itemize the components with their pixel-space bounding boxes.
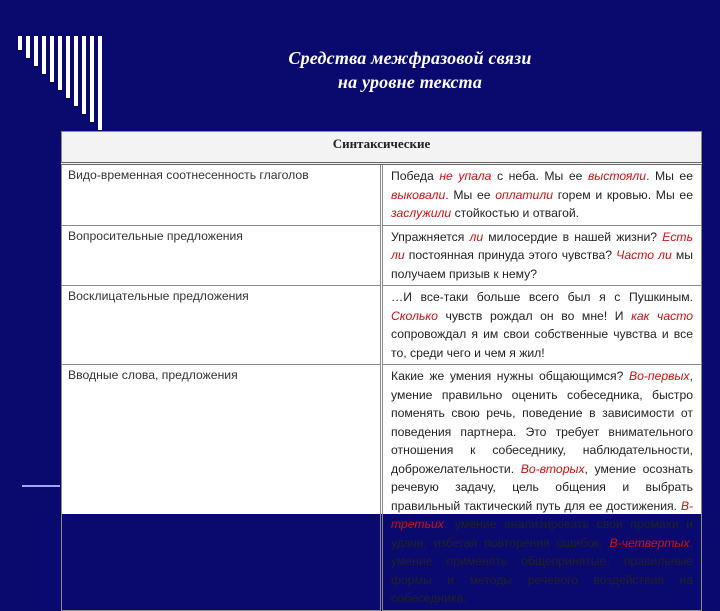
text-segment: Какие же умения нужны общающимся? [391,369,629,383]
bar [58,36,62,90]
highlighted-phrase: В-четвертых [609,535,690,550]
highlighted-phrase: заслужили [391,206,452,220]
text-segment: , умение применять общепринятые, правильные формы и методы речевого воздействия на собеседника. [391,535,693,605]
highlighted-phrase: ли [469,229,484,244]
row-content [382,164,702,226]
highlighted-phrase: Во-первых [628,369,690,383]
slide-title [200,46,620,94]
text-segment: . Мы ее [646,169,693,183]
highlighted-phrase: как часто [631,308,693,323]
title-line-1: Средства межфразовой связи [288,48,532,68]
table-row [62,225,702,286]
bar [74,36,78,106]
highlighted-phrase: Есть ли [391,229,693,262]
highlighted-phrase: Во-вторых [520,461,585,476]
row-label: Восклицательные предложения [62,286,382,365]
bar [66,36,70,98]
text-segment: чувств рождал он во мне! И [437,308,632,323]
highlighted-phrase: выковали [391,187,446,202]
highlighted-phrase: В-третьих [391,498,693,531]
bar [98,36,102,130]
text-segment: Победа [391,169,440,183]
text-segment: Упражняется [391,229,470,244]
bar [34,36,38,66]
text-segment: , умение осознать речевую задачу, цель общения и выбрать правильный тактический путь для ее достижения. [391,461,694,513]
text-segment: мы получаем призыв к нему? [391,248,693,281]
table-row [62,164,702,226]
decorative-bars [18,36,118,136]
table-header: Синтаксические [62,132,702,164]
text-segment: с неба. Мы ее [491,169,588,183]
bar [42,36,46,74]
title-line-2: на уровне текста [337,72,483,92]
syntax-table [61,131,702,605]
table [61,131,702,611]
bar [50,36,54,82]
text-segment: …И все-таки больше всего был я с Пушкиным. [391,290,693,304]
text-segment: , умение правильно оценить собеседника, быстро поменять свою речь, поведение в зависимости от поведения партнера. Это требует внимательного отношения к собеседнику, наблюдательности, доброжелательности. [391,369,693,476]
table-row [62,365,702,611]
row-label: Вопросительные предложения [62,225,382,286]
bar [26,36,30,58]
highlighted-phrase: выстояли [587,169,647,183]
text-segment: милосердие в нашей жизни? [483,229,663,244]
row-label: Вводные слова, предложения [62,365,382,611]
text-segment: постоянная принуда этого чувства? [404,248,617,262]
highlighted-phrase: не упала [439,169,492,183]
decorative-line [22,485,60,487]
bar [82,36,86,114]
text-segment: . Мы ее [445,187,496,202]
text-segment: горем и кровью. Мы ее [552,187,693,202]
highlighted-phrase: Сколько [391,308,438,323]
text-segment: , умение анализировать свои промахи и удачи, избегая повторения ошибок. [391,517,693,550]
bar [18,36,22,50]
text-segment: сопровождал я им свои собственные чувства и все то, среди чего и чем я жил! [391,327,693,360]
row-content [382,365,702,611]
row-content [382,225,702,286]
highlighted-phrase: оплатили [495,187,553,202]
highlighted-phrase: Часто ли [616,248,672,262]
text-segment: стойкостью и отвагой. [451,206,580,220]
row-label: Видо-временная соотнесенность глаголов [62,164,382,226]
row-content [382,286,702,365]
table-row [62,286,702,365]
bar [90,36,94,122]
